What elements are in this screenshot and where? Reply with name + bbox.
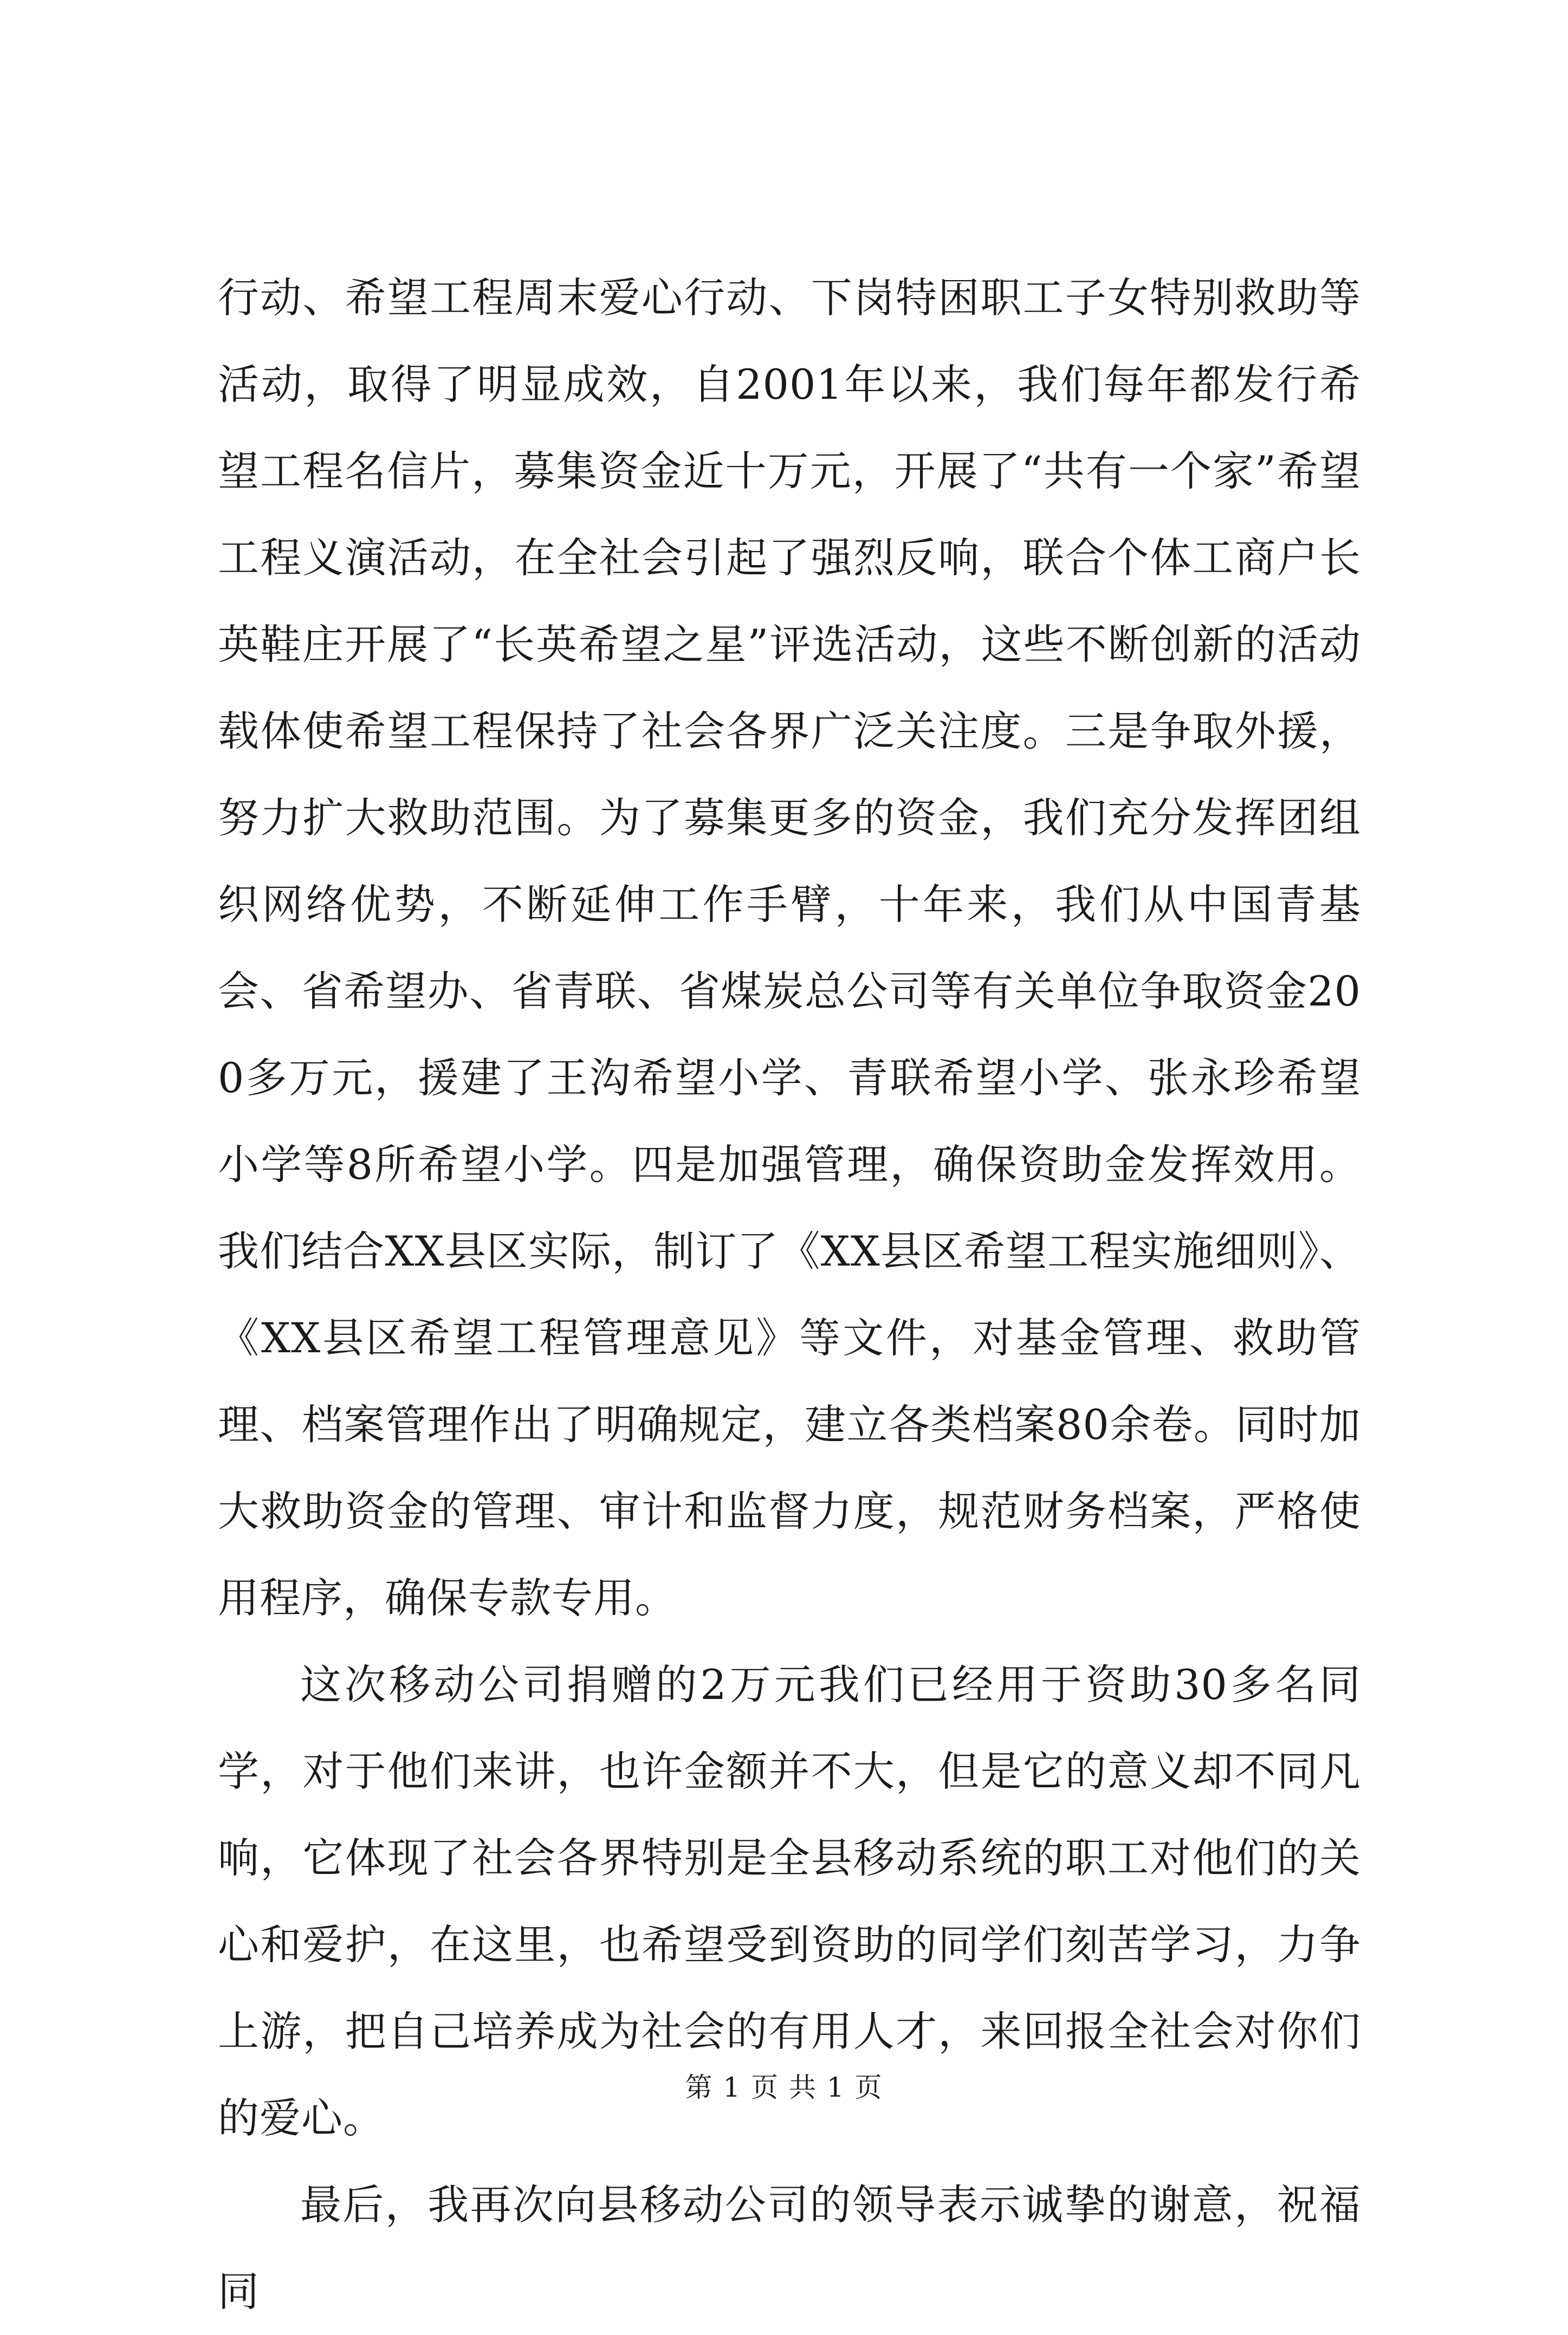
page-footer <box>0 2068 1568 2106</box>
paragraph-3: 最后，我再次向县移动公司的领导表示诚挚的谢意，祝福同 <box>218 2181 1361 2315</box>
paragraph-2: 这次移动公司捐赠的2万元我们已经用于资助30多名同学，对于他们来讲，也许金额并不大，但是它的意义却不同凡响，它体现了社会各界特别是全县移动系统的职工对他们的关心和爱护，在这里，也希望受到资助的同学们刻苦学习，力争上游，把自己培养成为社会的有用人才，来回报全社会对你们的爱心。 <box>218 1661 1361 2142</box>
document-body <box>218 255 1361 2335</box>
paragraph-1: 行动、希望工程周末爱心行动、下岗特困职工子女特别救助等活动，取得了明显成效，自2001年以来，我们每年都发行希望工程名信片，募集资金近十万元，开展了“共有一个家”希望工程义演活动，在全社会引起了强烈反响，联合个体工商户长英鞋庄开展了“长英希望之星”评选活动，这些不断创新的活动载体使希望工程保持了社会各界广泛关注度。三是争取外援，努力扩大救助范围。为了募集更多的资金，我们充分发挥团组织网络优势，不断延伸工作手臂，十年来，我们从中国青基会、省希望办、省青联、省煤炭总公司等有关单位争取资金200多万元，援建了王沟希望小学、青联希望小学、张永珍希望小学等8所希望小学。四是加强管理，确保资助金发挥效用。我们结合XX县区实际，制订了《XX县区希望工程实施细则》、《XX县区希望工程管理意见》等文件，对基金管理、救助管理、档案管理作出了明确规定，建立各类档案80余卷。同时加大救助资金的管理、审计和监督力度，规范财务档案，严格使用程序，确保专款专用。 <box>218 274 1361 1622</box>
page-number-label: 第 1 页 共 1 页 <box>685 2072 883 2103</box>
